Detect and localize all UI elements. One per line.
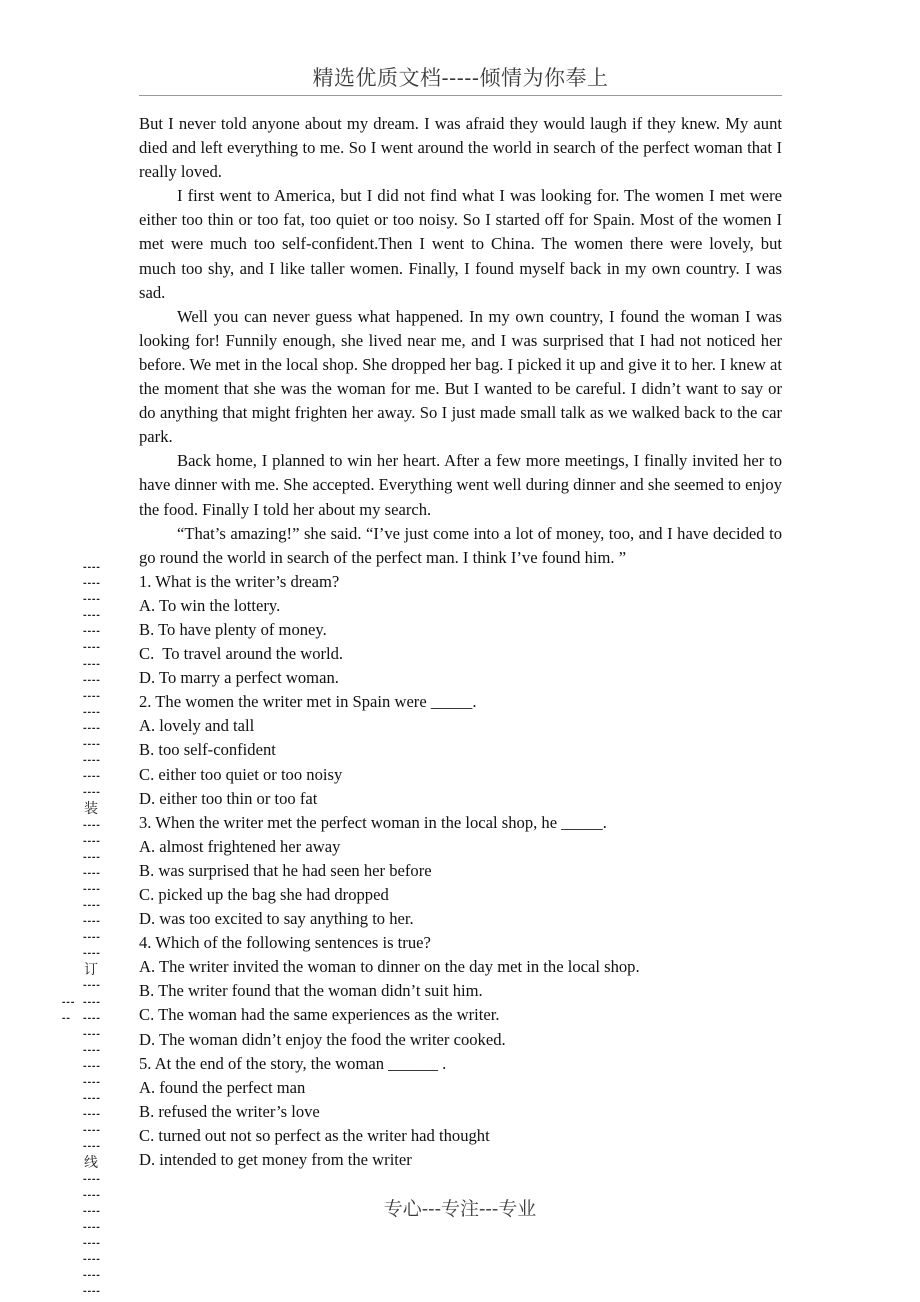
binding-dash: ---- bbox=[82, 756, 100, 767]
answer-option: A. The writer invited the woman to dinner on the day met in the local shop. bbox=[139, 957, 640, 977]
answer-option: C. To travel around the world. bbox=[139, 644, 344, 664]
binding-dash: ---- bbox=[82, 981, 100, 992]
binding-dash: ---- bbox=[82, 1190, 100, 1201]
answer-option: B. The writer found that the woman didn’t suit him. bbox=[139, 981, 483, 1001]
binding-dash: ---- bbox=[82, 1029, 100, 1040]
answer-option: A. found the perfect man bbox=[139, 1077, 306, 1097]
answer-option: B. was surprised that he had seen her before bbox=[139, 860, 432, 880]
binding-dash: ---- bbox=[82, 997, 100, 1008]
question-stem: 3. When the writer met the perfect woman in the local shop, he _____. bbox=[139, 812, 607, 832]
passage-paragraph: “That’s amazing!” she said. “I’ve just come into a lot of money, too, and I have decided to go round the world in search of the perfect man. I think I’ve found him. ” bbox=[139, 523, 782, 567]
binding-mark: 装 bbox=[84, 801, 98, 818]
binding-dash: ---- bbox=[82, 579, 100, 590]
binding-dash: ---- bbox=[82, 1271, 100, 1282]
binding-dash: ---- bbox=[82, 691, 100, 702]
binding-dash: ---- bbox=[82, 900, 100, 911]
question-stem: 4. Which of the following sentences is true? bbox=[139, 933, 431, 953]
binding-dash: ---- bbox=[82, 595, 100, 606]
binding-dash: ---- bbox=[82, 611, 100, 622]
binding-dash: ---- bbox=[82, 933, 100, 944]
answer-option: D. intended to get money from the writer bbox=[139, 1150, 412, 1170]
binding-dash: ---- bbox=[82, 1255, 100, 1266]
answer-option: A. lovely and tall bbox=[139, 716, 255, 736]
binding-dash: ---- bbox=[82, 740, 100, 751]
answer-option: C. either too quiet or too noisy bbox=[139, 764, 343, 784]
binding-dash: ---- bbox=[82, 868, 100, 879]
binding-dash: ---- bbox=[82, 1045, 100, 1056]
binding-mark: 线 bbox=[84, 1155, 98, 1172]
binding-dash: ---- bbox=[82, 852, 100, 863]
binding-dash: ---- bbox=[82, 563, 100, 573]
binding-dash: ---- bbox=[82, 707, 100, 718]
binding-dash: ---- bbox=[82, 949, 100, 960]
answer-option: D. To marry a perfect woman. bbox=[139, 668, 339, 688]
page-footer: 专心---专注---专业 bbox=[383, 1198, 537, 1220]
answer-option: C. The woman had the same experiences as the writer. bbox=[139, 1005, 500, 1025]
binding-side-dash: -- bbox=[61, 1014, 70, 1024]
binding-side-dash: --- bbox=[61, 998, 75, 1008]
passage-paragraph: I first went to America, but I did not find what I was looking for. The women I met were either too thin or too fat, too quiet or too noisy. So I started off for Spain. Most of the women I met were much too self-confident.Then I went to China. The women there were lovely, but much too shy, and I like taller women. Finally, I found myself back in my own country. I was sad. bbox=[139, 186, 782, 302]
question-4 bbox=[139, 931, 782, 1051]
question-stem: 2. The women the writer met in Spain were _____. bbox=[139, 692, 477, 712]
binding-dash: ---- bbox=[82, 1013, 100, 1024]
binding-dash: ---- bbox=[82, 1238, 100, 1249]
binding-dash: ---- bbox=[82, 1061, 100, 1072]
binding-dash: ---- bbox=[82, 1078, 100, 1088]
binding-dash: ---- bbox=[82, 659, 100, 670]
page-header-title: 精选优质文档-----倾情为你奉上 bbox=[312, 66, 609, 90]
binding-dash: ---- bbox=[82, 1142, 100, 1153]
answer-option: A. To win the lottery. bbox=[139, 595, 281, 615]
binding-dash: ---- bbox=[82, 1287, 100, 1298]
answer-option: D. either too thin or too fat bbox=[139, 788, 318, 808]
binding-dash: ---- bbox=[82, 820, 100, 831]
answer-option: A. almost frightened her away bbox=[139, 836, 341, 856]
binding-dash: ---- bbox=[82, 1126, 100, 1137]
question-stem: 1. What is the writer’s dream? bbox=[139, 571, 340, 591]
answer-option: B. too self-confident bbox=[139, 740, 276, 760]
binding-cut-line bbox=[80, 560, 102, 1300]
binding-dash: ---- bbox=[82, 675, 100, 686]
binding-dash: ---- bbox=[82, 772, 100, 783]
binding-mark: 订 bbox=[84, 962, 98, 979]
question-1 bbox=[139, 570, 782, 690]
question-5 bbox=[139, 1052, 782, 1172]
binding-dash: ---- bbox=[82, 643, 100, 654]
binding-dash: ---- bbox=[82, 917, 100, 928]
answer-option: C. picked up the bag she had dropped bbox=[139, 885, 389, 904]
binding-dash: ---- bbox=[82, 1206, 100, 1217]
passage-paragraph: But I never told anyone about my dream. I was afraid they would laugh if they knew. My aunt died and left everything to me. So I went around the world in search of the perfect woman that I really loved. bbox=[139, 114, 782, 182]
binding-dash: ---- bbox=[82, 836, 100, 847]
header-rule bbox=[139, 95, 782, 96]
binding-dash: ---- bbox=[82, 1094, 100, 1105]
binding-dash: ---- bbox=[82, 884, 100, 895]
passage-paragraph: Well you can never guess what happened. In my own country, I found the woman I was looking for! Funnily enough, she lived near me, and I was surprised that I had not noticed her before. We met in the local shop. She dropped her bag. I picked it up and give it to her. I knew at the moment that she was the woman for me. But I wanted to be careful. I didn’t want to say or do anything that might frighten her away. So I just made small talk as we walked back to the car park. bbox=[139, 306, 782, 447]
document-body bbox=[139, 112, 782, 1172]
binding-dash: ---- bbox=[82, 1222, 100, 1233]
answer-option: B. To have plenty of money. bbox=[139, 619, 327, 639]
answer-option: B. refused the writer’s love bbox=[139, 1101, 320, 1121]
binding-dash: ---- bbox=[82, 1110, 100, 1121]
question-2 bbox=[139, 690, 782, 810]
answer-option: D. The woman didn’t enjoy the food the writer cooked. bbox=[139, 1029, 506, 1049]
binding-dash: ---- bbox=[82, 723, 100, 734]
answer-option: C. turned out not so perfect as the writer had thought bbox=[139, 1125, 490, 1145]
passage-paragraph: Back home, I planned to win her heart. After a few more meetings, I finally invited her to have dinner with me. She accepted. Everything went well during dinner and she seemed to enjoy the food. Finally I told her about my search. bbox=[139, 451, 782, 519]
binding-dash: ---- bbox=[82, 627, 100, 638]
answer-option: D. was too excited to say anything to her. bbox=[139, 909, 414, 929]
binding-dash: ---- bbox=[82, 788, 100, 799]
question-stem: 5. At the end of the story, the woman ______ . bbox=[139, 1053, 447, 1073]
binding-dash: ---- bbox=[82, 1174, 100, 1185]
question-3 bbox=[139, 811, 782, 931]
